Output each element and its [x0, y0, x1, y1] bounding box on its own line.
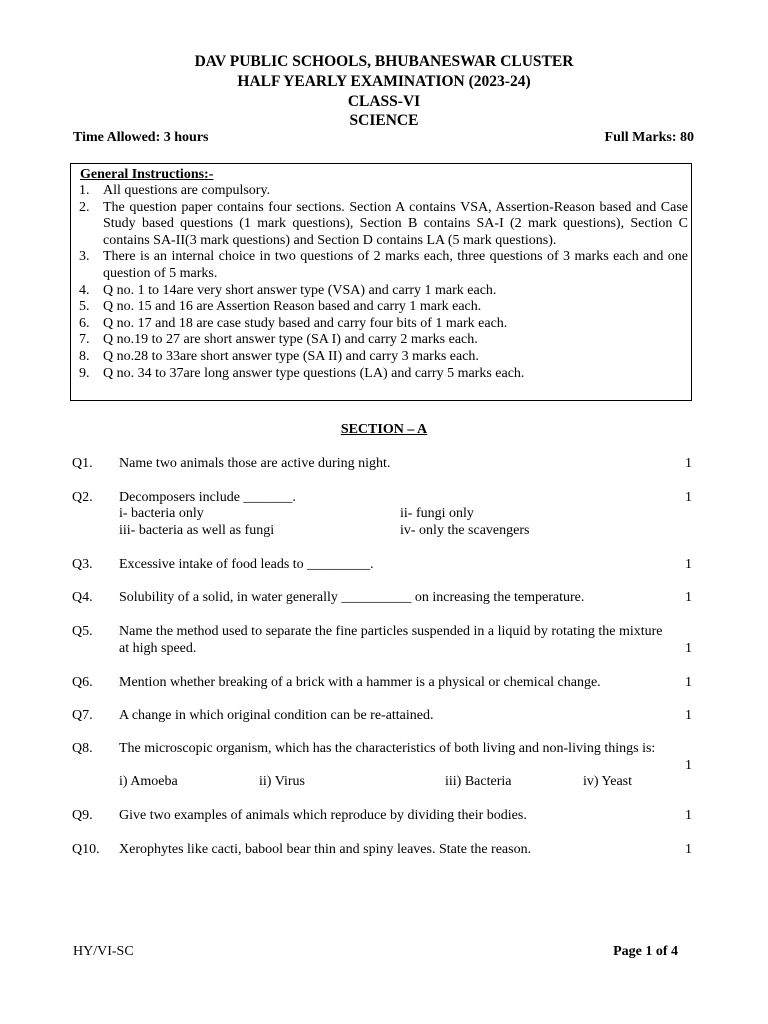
instruction-item [79, 349, 688, 366]
instruction-text: All questions are compulsory. [103, 183, 271, 198]
instruction-number: 5. [79, 299, 90, 315]
question-marks: 1 [685, 557, 692, 572]
instruction-text: Q no.28 to 33are short answer type (SA II) and carry 3 marks each. [103, 348, 479, 364]
time-allowed: Time Allowed: 3 hours [73, 130, 209, 145]
option-ii: ii) Virus [259, 774, 305, 789]
question-text: Excessive intake of food leads to _________. [119, 557, 374, 572]
instruction-number: 9. [79, 365, 90, 381]
question-number: Q8. [72, 741, 93, 756]
question-text: Give two examples of animals which reproduce by dividing their bodies. [119, 808, 527, 823]
question-number: Q1. [72, 456, 93, 471]
question-marks: 1 [685, 456, 692, 471]
question-text: Xerophytes like cacti, babool bear thin and spiny leaves. State the reason. [119, 842, 532, 857]
instructions-heading: General Instructions:- [80, 167, 214, 182]
class-title: CLASS-VI [347, 93, 421, 110]
question-text: Decomposers include _______. [119, 490, 296, 505]
instruction-text: Q no. 1 to 14are very short answer type (VSA) and carry 1 mark each. [103, 282, 497, 298]
question-number: Q3. [72, 557, 93, 572]
question-number: Q6. [72, 675, 93, 690]
question-marks: 1 [685, 675, 692, 690]
instruction-number: 6. [79, 315, 90, 331]
instruction-number: 1. [79, 183, 90, 198]
question-marks: 1 [685, 590, 692, 605]
option-iv: iv- only the scavengers [400, 523, 530, 538]
instruction-item [79, 332, 688, 349]
question-marks: 1 [685, 758, 692, 773]
instruction-item [79, 366, 688, 383]
question-number: Q4. [72, 590, 93, 605]
question-marks: 1 [685, 808, 692, 823]
instruction-number: 7. [79, 332, 90, 348]
option-iii: iii) Bacteria [445, 774, 512, 789]
page-number: Page 1 of 4 [613, 944, 678, 959]
instruction-text: Q no.19 to 27 are short answer type (SA I) and carry 2 marks each. [103, 332, 478, 348]
instruction-item [79, 316, 688, 333]
school-title: DAV PUBLIC SCHOOLS, BHUBANESWAR CLUSTER [194, 53, 574, 70]
question-text: Name the method used to separate the fine particles suspended in a liquid by rotating the mixture at high speed. [119, 624, 663, 656]
instruction-number: 4. [79, 282, 90, 298]
full-marks: Full Marks: 80 [604, 130, 694, 145]
instructions-list [79, 183, 688, 382]
question-marks: 1 [685, 708, 692, 723]
question-text: The microscopic organism, which has the characteristics of both living and non-living things is: [119, 741, 656, 756]
question-number: Q2. [72, 490, 93, 505]
question-text: Name two animals those are active during night. [119, 456, 391, 471]
instruction-number: 3. [79, 249, 90, 265]
question-number: Q7. [72, 708, 93, 723]
instruction-text: Q no. 15 and 16 are Assertion Reason based and carry 1 mark each. [103, 299, 482, 315]
instruction-item [79, 283, 688, 300]
general-instructions-box [70, 163, 692, 401]
instruction-text: There is an internal choice in two questions of 2 marks each, three questions of 3 marks each and one question of 5 marks. [103, 249, 688, 281]
option-ii: ii- fungi only [400, 506, 474, 521]
exam-title: HALF YEARLY EXAMINATION (2023-24) [237, 73, 531, 90]
paper-code: HY/VI-SC [73, 944, 134, 959]
option-i: i) Amoeba [119, 774, 178, 789]
question-text: A change in which original condition can be re-attained. [119, 708, 434, 723]
question-number: Q5. [72, 624, 93, 639]
instruction-item [79, 183, 688, 200]
option-i: i- bacteria only [119, 506, 204, 521]
instruction-number: 8. [79, 348, 90, 364]
question-text: Mention whether breaking of a brick with a hammer is a physical or chemical change. [119, 675, 601, 690]
instruction-text: Q no. 17 and 18 are case study based and carry four bits of 1 mark each. [103, 315, 508, 331]
instruction-text: The question paper contains four sections. Section A contains VSA, Assertion-Reason based and Case Study based questions (1 mark questions), Section B contains SA-I (2 mark questions), Section C contains SA-II(3 mark questions) and Section D contains LA (5 mark questions). [103, 199, 688, 248]
instruction-item [79, 200, 688, 250]
subject-title: SCIENCE [349, 112, 419, 129]
option-iii: iii- bacteria as well as fungi [119, 523, 275, 538]
instruction-text: Q no. 34 to 37are long answer type questions (LA) and carry 5 marks each. [103, 365, 525, 381]
question-number: Q10. [72, 842, 100, 857]
question-text: Solubility of a solid, in water generally __________ on increasing the temperature. [119, 590, 585, 605]
section-a-heading: SECTION – A [340, 422, 428, 437]
question-marks: 1 [685, 490, 692, 505]
instruction-item [79, 299, 688, 316]
question-number: Q9. [72, 808, 93, 823]
question-marks: 1 [685, 641, 692, 656]
instruction-item [79, 249, 688, 282]
question-marks: 1 [685, 842, 692, 857]
instruction-number: 2. [79, 199, 90, 215]
option-iv: iv) Yeast [583, 774, 633, 789]
